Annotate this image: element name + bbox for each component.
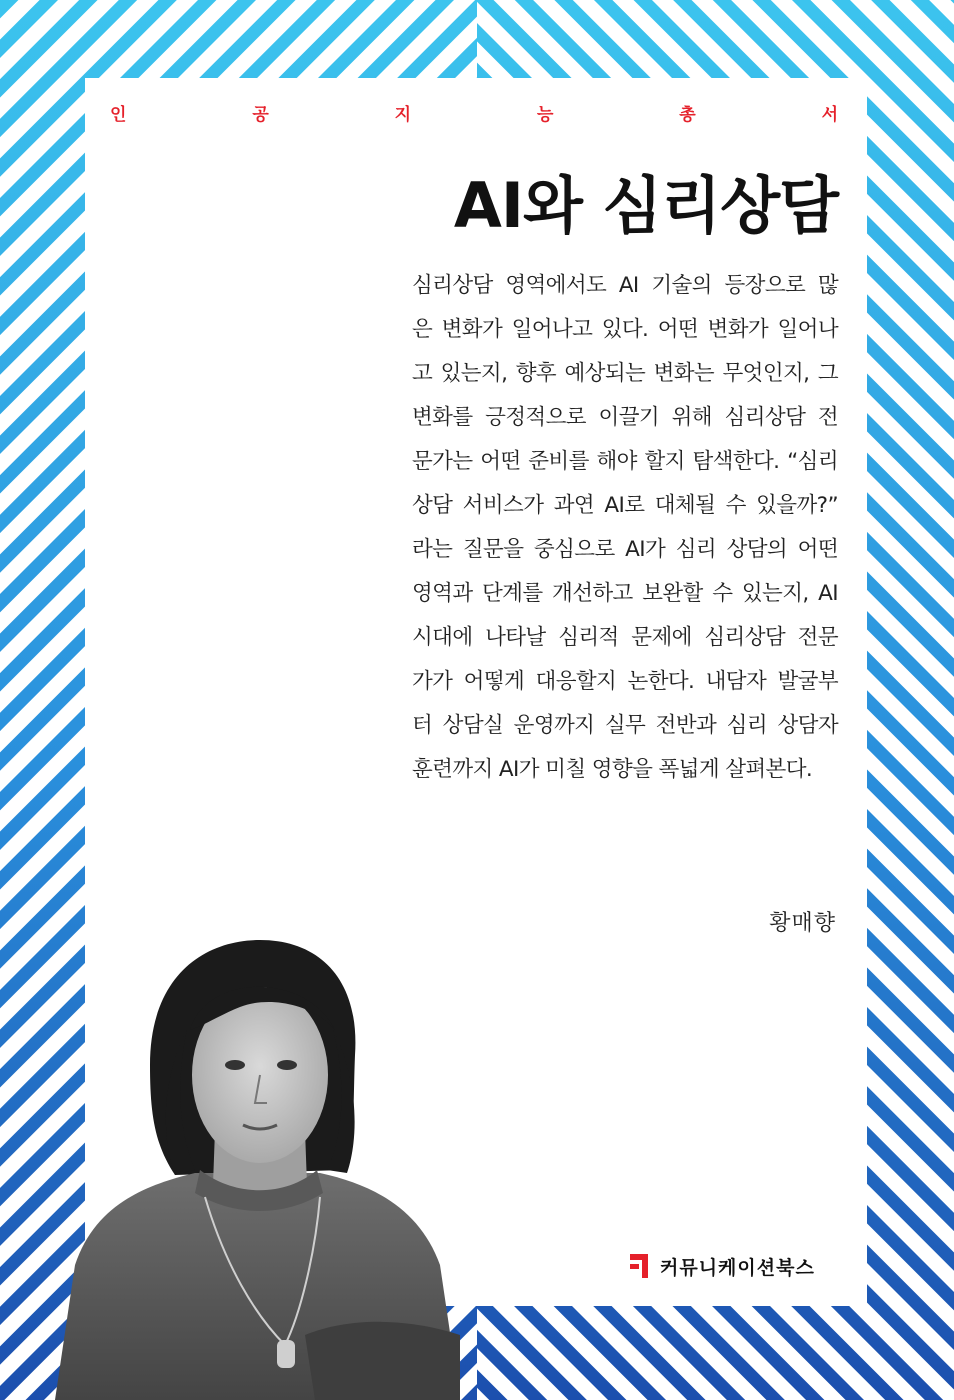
description-line: 영역과 단계를 개선하고 보완할 수 있는지, AI (412, 581, 838, 606)
description-line: 문가는 어떤 준비를 해야 할지 탐색한다. “심리 (412, 449, 838, 474)
series-label (110, 100, 838, 125)
description-line: 라는 질문을 중심으로 AI가 심리 상담의 어떤 (412, 537, 838, 562)
author-photo (55, 935, 460, 1400)
description-line: 은 변화가 일어나고 있다. 어떤 변화가 일어나 (412, 317, 838, 342)
description-line: 고 있는지, 향후 예상되는 변화는 무엇인지, 그 (412, 361, 838, 386)
publisher-logo-icon (628, 1250, 652, 1282)
series-char: 인 (110, 105, 127, 125)
description-line: 터 상담실 운영까지 실무 전반과 심리 상담자 (412, 713, 838, 738)
description-line: 상담 서비스가 과연 AI로 대체될 수 있을까?” (412, 493, 838, 518)
description-line: 훈련까지 AI가 미칠 영향을 폭넓게 살펴본다. (412, 757, 813, 782)
description-line: 시대에 나타날 심리적 문제에 심리상담 전문 (412, 625, 838, 650)
series-char: 지 (394, 105, 412, 125)
series-char: 서 (821, 105, 838, 125)
description-line: 가가 어떻게 대응할지 논한다. 내담자 발굴부 (412, 669, 838, 694)
book-description (412, 264, 838, 792)
publisher-name: 커뮤니케이션북스 (660, 1256, 815, 1279)
series-char: 능 (536, 105, 554, 125)
series-char: 총 (679, 105, 696, 125)
author-name: 황매향 (769, 911, 836, 936)
description-line: 심리상담 영역에서도 AI 기술의 등장으로 많 (412, 273, 838, 298)
book-title: AI와 심리상담 (453, 169, 838, 242)
series-char: 공 (252, 105, 269, 125)
publisher (628, 1250, 815, 1282)
description-line: 변화를 긍정적으로 이끌기 위해 심리상담 전 (412, 405, 838, 430)
